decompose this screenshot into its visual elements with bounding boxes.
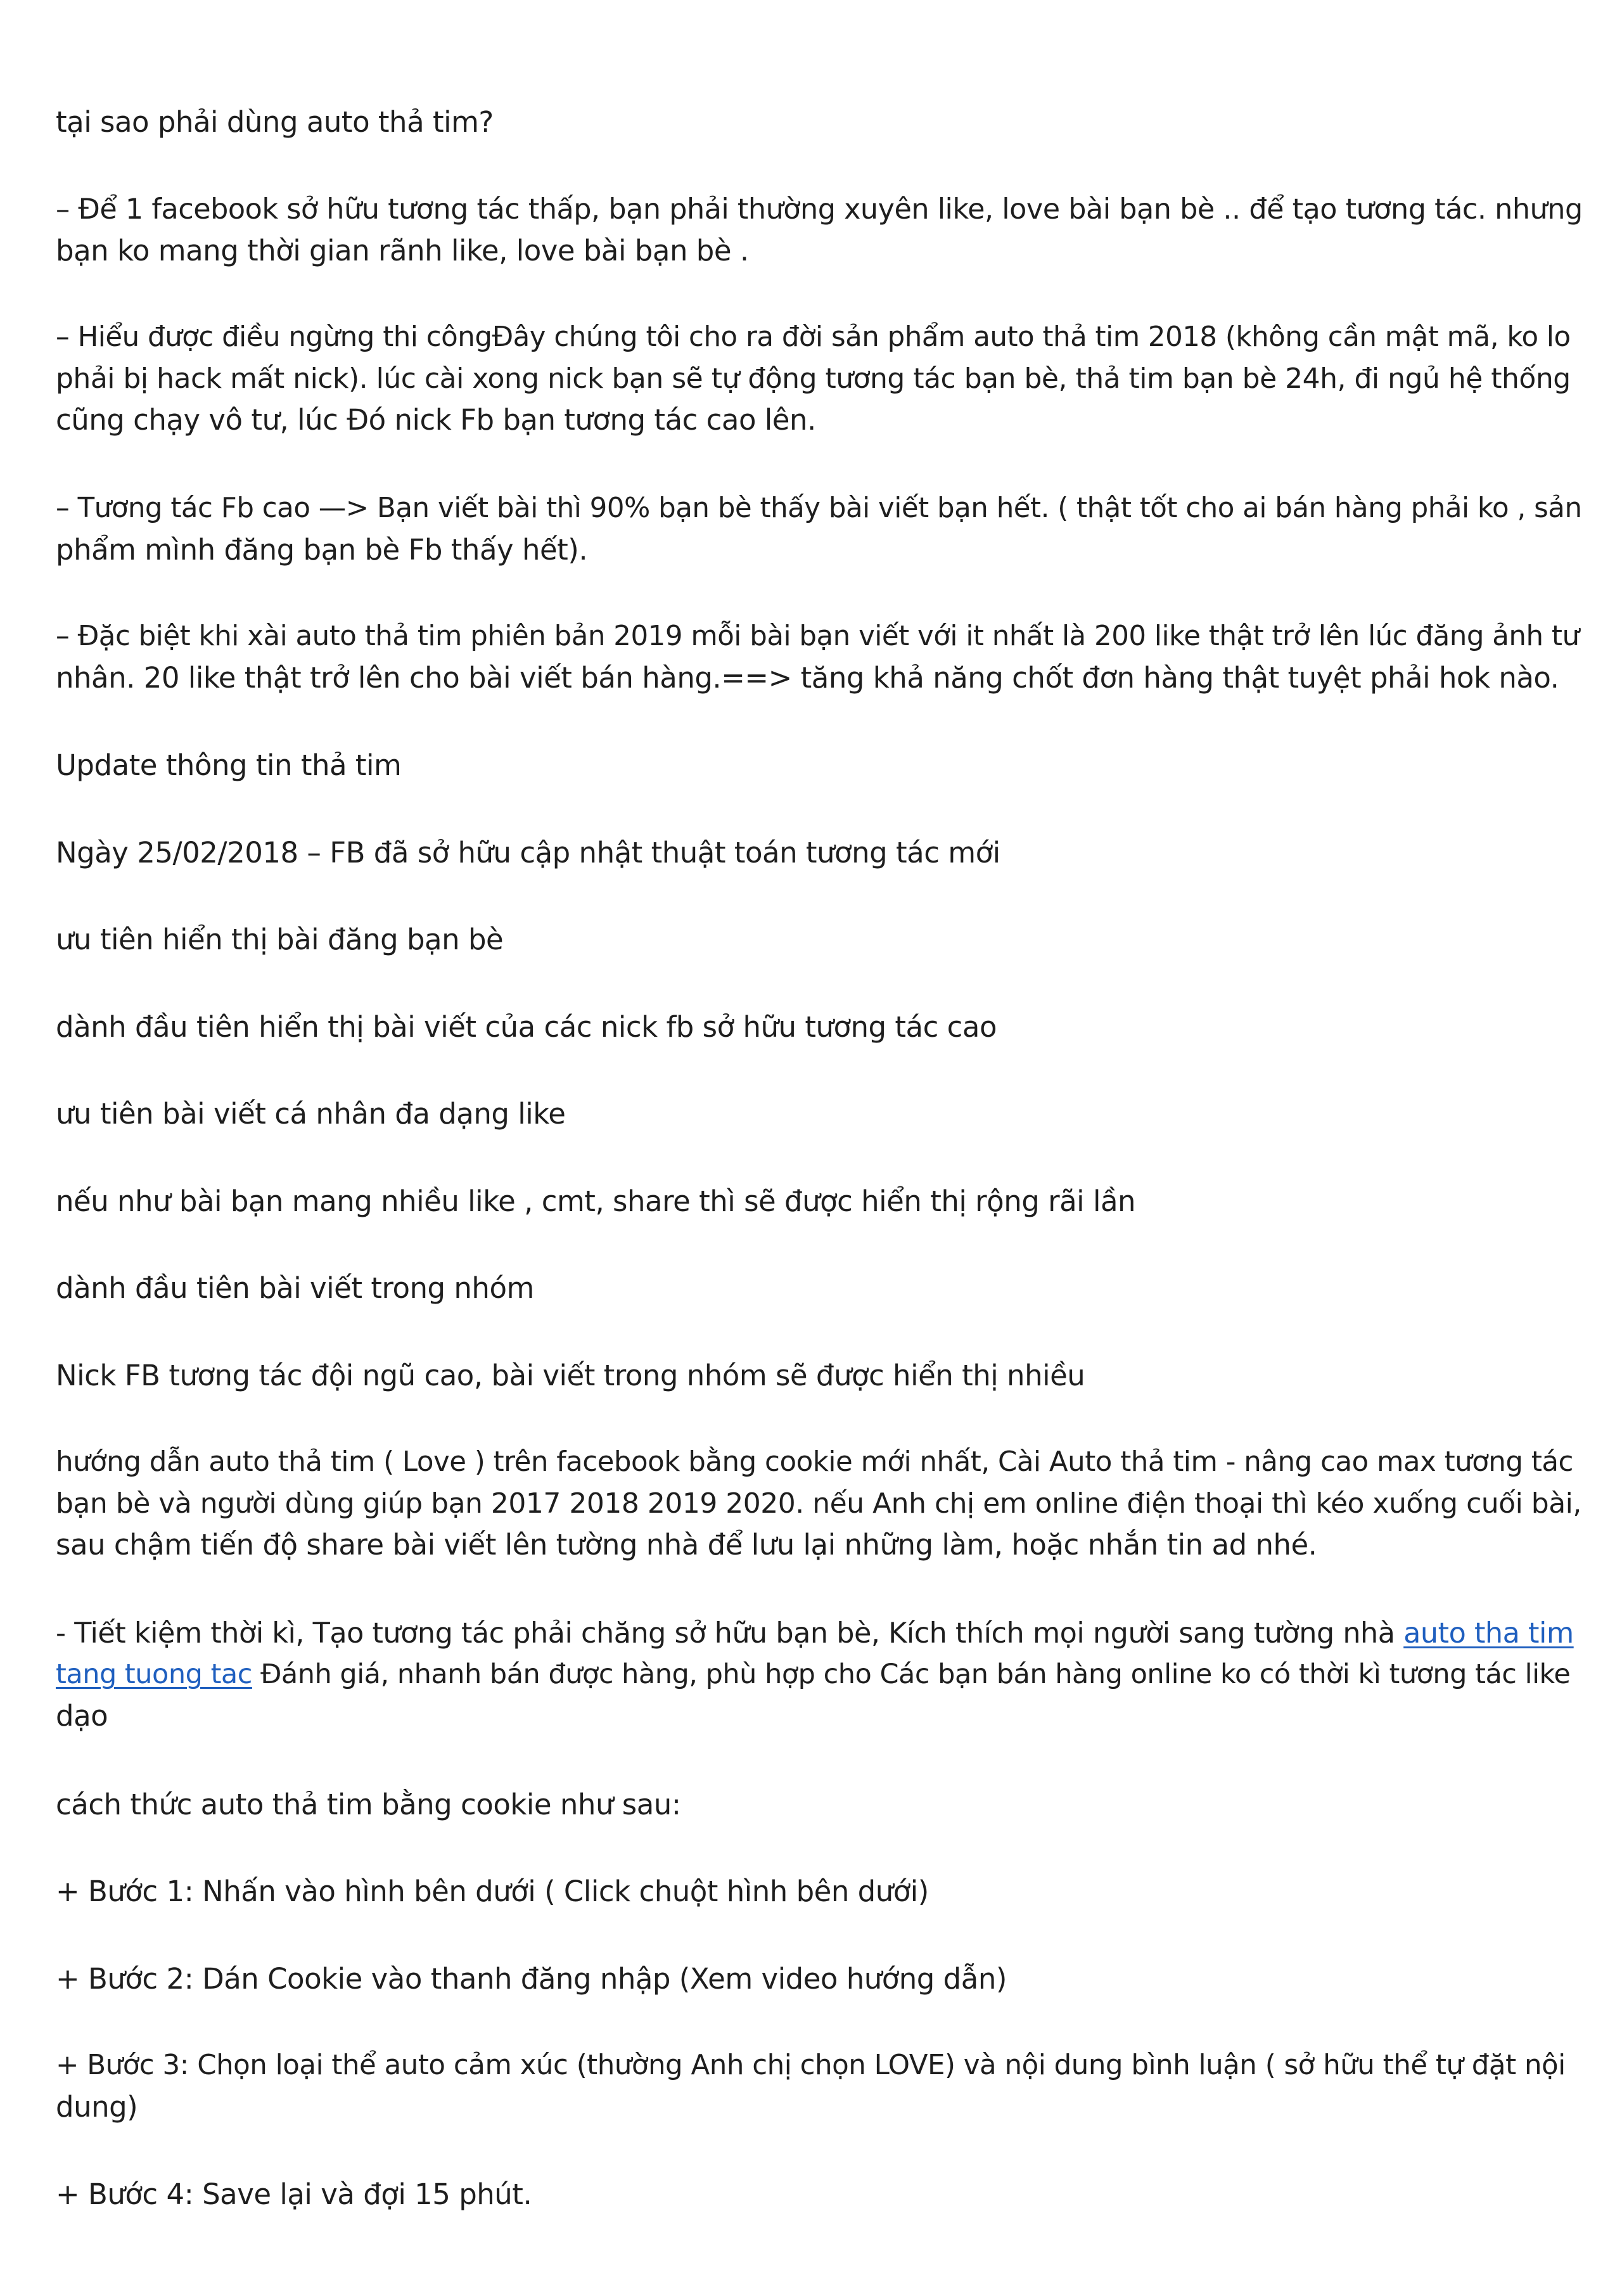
heading-update-info: Update thông tin thả tim: [56, 748, 402, 782]
paragraph-algorithm-date: Ngày 25/02/2018 – FB đã sở hữu cập nhật thuật toán tương tác mới: [56, 836, 1000, 869]
tang-tuong-tac-link[interactable]: tang tuong tac: [56, 1658, 252, 1690]
paragraph-many-likes: nếu như bài bạn mang nhiều like , cmt, share thì sẽ được hiển thị rộng rãi lần: [56, 1184, 1136, 1218]
paragraph-special-2019: – Đặc biệt khi xài auto thả tim phiên bản 2019 mỗi bài bạn viết với it nhất là 200 like thật trở lên lúc đăng ảnh tư nhân. 20 like thật trở lên cho bài viết bán hàng.==> tăng khả năng chốt đơn hàng thật tuyệt phải hok nào.: [56, 620, 1580, 695]
paragraph-high-interaction: – Tương tác Fb cao —> Bạn viết bài thì 90% bạn bè thấy bài viết bạn hết. ( thật tốt cho ai bán hàng phải ko , sản phẩm mình đăng bạn bè Fb thấy hết).: [56, 492, 1582, 567]
paragraph-low-interaction: – Để 1 facebook sở hữu tương tác thấp, bạn phải thường xuyên like, love bài bạn bè .. để tạo tương tác. nhưng bạn ko mang thời gian rãnh like, love bài bạn bè .: [56, 193, 1583, 267]
auto-tha-tim-link[interactable]: auto tha tim: [1403, 1617, 1574, 1650]
paragraph-priority-high-interaction: dành đầu tiên hiển thị bài viết của các nick fb sở hữu tương tác cao: [56, 1010, 997, 1044]
step-1: + Bước 1: Nhấn vào hình bên dưới ( Click chuột hình bên dưới): [56, 1875, 929, 1908]
paragraph-save-time-link: - Tiết kiệm thời kì, Tạo tương tác phải chăng sở hữu bạn bè, Kích thích mọi người sang tường nhà auto tha tim tang tuong tac Đánh giá, nhanh bán được hàng, phù hợp cho Các bạn bán hàng online ko có thời kì tương tác like dạo: [56, 1617, 1574, 1733]
step-4: + Bước 4: Save lại và đợi 15 phút.: [56, 2177, 532, 2211]
paragraph-priority-personal: ưu tiên bài viết cá nhân đa dạng like: [56, 1097, 566, 1131]
step-2: + Bước 2: Dán Cookie vào thanh đăng nhập (Xem video hướng dẫn): [56, 1962, 1007, 1996]
paragraph-group-posts: dành đầu tiên bài viết trong nhóm: [56, 1271, 534, 1305]
paragraph-why-auto-heart: tại sao phải dùng auto thả tim?: [56, 105, 494, 139]
paragraph-guide-cookie: hướng dẫn auto thả tim ( Love ) trên facebook bằng cookie mới nhất, Cài Auto thả tim - nâng cao max tương tác bạn bè và người dùng giúp bạn 2017 2018 2019 2020. nếu Anh chị em online điện thoại thì kéo xuống cuối bài, sau chậm tiến độ share bài viết lên tường nhà để lưu lại những làm, hoặc nhắn tin ad nhé.: [56, 1446, 1581, 1562]
paragraph-priority-friends: ưu tiên hiển thị bài đăng bạn bè: [56, 923, 504, 956]
document-page: [56, 0, 1583, 2296]
paragraph-steps-intro: cách thức auto thả tim bằng cookie như sau:: [56, 1788, 681, 1821]
paragraph-nick-fb-groups: Nick FB tương tác đội ngũ cao, bài viết trong nhóm sẽ được hiển thị nhiều: [56, 1359, 1085, 1392]
step-3: + Bước 3: Chọn loại thể auto cảm xúc (thường Anh chị chọn LOVE) và nội dung bình luận ( sở hữu thể tự đặt nội dung): [56, 2049, 1566, 2124]
paragraph-product-intro: – Hiểu được điều ngừng thi côngĐây chúng tôi cho ra đời sản phẩm auto thả tim 2018 (không cần mật mã, ko lo phải bị hack mất nick). lúc cài xong nick bạn sẽ tự động tương tác bạn bè, thả tim bạn bè 24h, đi ngủ hệ thống cũng chạy vô tư, lúc Đó nick Fb bạn tương tác cao lên.: [56, 321, 1571, 437]
